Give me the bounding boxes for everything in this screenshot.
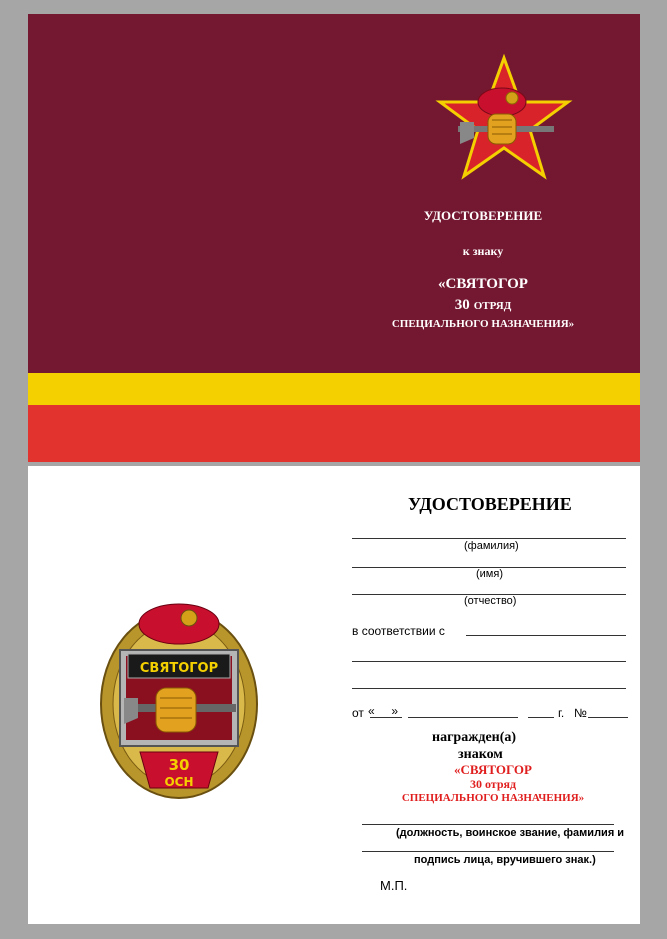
- position-label: (должность, воинское звание, фамилия и: [396, 827, 625, 839]
- position-line[interactable]: [362, 824, 614, 825]
- cover-title: УДОСТОВЕРЕНИЕ: [423, 208, 543, 223]
- blank-line-2[interactable]: [352, 688, 626, 689]
- date-quotes: « »: [368, 704, 399, 718]
- award-line1: «СВЯТОГОР: [454, 762, 532, 777]
- cover-name-line1: «СВЯТОГОР: [438, 276, 528, 292]
- accordance-line[interactable]: [466, 635, 626, 636]
- awarded-label: награжден(а): [432, 730, 517, 745]
- stamp-label: М.П.: [380, 878, 408, 893]
- year-label: г.: [558, 706, 565, 720]
- award-line3: СПЕЦИАЛЬНОГО НАЗНАЧЕНИЯ»: [401, 792, 585, 804]
- cover-subtitle: к знаку: [462, 244, 504, 258]
- patronymic-label: (отчество): [464, 595, 517, 607]
- badge-label: знаком: [458, 747, 503, 762]
- blank-line-1[interactable]: [352, 661, 626, 662]
- cover-number: 30: [454, 297, 470, 313]
- accordance-label: в соответствии с: [352, 624, 445, 638]
- signature-label: подпись лица, вручившего знак.): [414, 854, 596, 866]
- first-name-label: (имя): [476, 568, 503, 580]
- badge-unit: ОСН: [164, 775, 194, 789]
- number-line[interactable]: [588, 717, 628, 718]
- cover-name-line3: СПЕЦИАЛЬНОГО НАЗНАЧЕНИЯ»: [391, 318, 575, 330]
- surname-label: (фамилия): [464, 540, 519, 552]
- red-stripe: [28, 405, 640, 462]
- signature-line[interactable]: [362, 851, 614, 852]
- month-line[interactable]: [408, 717, 518, 718]
- certificate-inner-page: [28, 466, 640, 924]
- year-line[interactable]: [528, 717, 554, 718]
- cover-name-line2: [328, 296, 638, 314]
- svyatogor-badge: [94, 594, 264, 802]
- number-label: №: [574, 706, 587, 720]
- yellow-stripe: [28, 373, 640, 405]
- badge-name: СВЯТОГОР: [139, 661, 219, 676]
- certificate-title: УДОСТОВЕРЕНИЕ: [408, 494, 572, 514]
- award-line2: 30 отряд: [469, 777, 517, 791]
- day-line[interactable]: [370, 717, 402, 718]
- star-beret-fist-emblem: [430, 54, 578, 184]
- certificate-cover: [28, 14, 640, 462]
- cover-detachment: ОТРЯД: [473, 300, 512, 312]
- surname-line[interactable]: [352, 538, 626, 539]
- from-label: от: [352, 706, 364, 720]
- badge-number: 30: [168, 756, 190, 774]
